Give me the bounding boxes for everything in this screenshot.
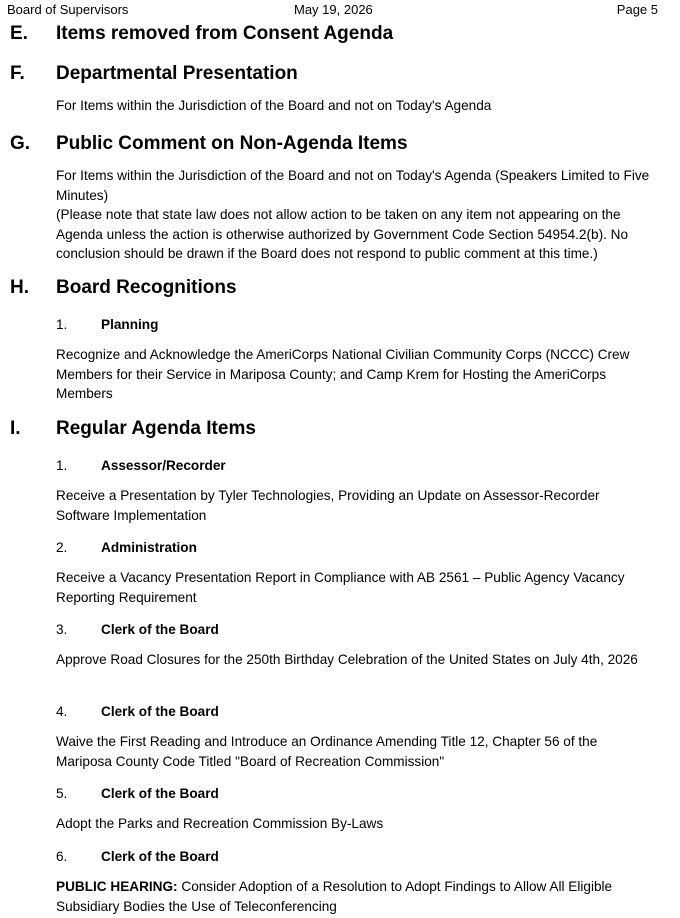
item-number: 2. xyxy=(56,540,68,555)
agenda-item-i6-description: Consider Adoption of a Resolution to Adopt Findings to Allow All Eligible Subsidiary Bodies the Use of Teleconferencing xyxy=(56,879,613,914)
agenda-item-i4-heading xyxy=(56,702,656,722)
section-h-letter: H. xyxy=(10,277,29,298)
section-f xyxy=(0,61,680,113)
agenda-item-i1-text: Receive a Presentation by Tyler Technologies, Providing an Update on Assessor-Recorder Software Implementation xyxy=(56,488,600,523)
item-department: Clerk of the Board xyxy=(101,849,219,864)
item-number: 1. xyxy=(56,458,68,473)
section-h-heading xyxy=(0,275,680,301)
agenda-item-i6-heading xyxy=(56,847,656,867)
section-f-letter: F. xyxy=(10,63,25,84)
page-header xyxy=(0,0,680,20)
item-department: Clerk of the Board xyxy=(101,704,219,719)
item-department: Administration xyxy=(101,540,197,555)
section-e-letter: E. xyxy=(10,23,28,44)
item-number: 5. xyxy=(56,786,68,801)
section-i-letter: I. xyxy=(10,418,21,439)
agenda-item-i1-heading xyxy=(56,456,656,476)
item-number: 1. xyxy=(56,317,68,332)
agenda-item-i5-text: Adopt the Parks and Recreation Commission By-Laws xyxy=(56,816,384,831)
section-h xyxy=(0,275,680,401)
item-department: Planning xyxy=(101,317,159,332)
agenda-item-i3-text: Approve Road Closures for the 250th Birthday Celebration of the United States on July 4th, 2026 xyxy=(56,652,638,667)
item-department: Clerk of the Board xyxy=(101,786,219,801)
section-i-title: Regular Agenda Items xyxy=(56,418,256,439)
agenda-item-i5-heading xyxy=(56,784,656,804)
section-h-title: Board Recognitions xyxy=(56,277,237,298)
public-hearing-label: PUBLIC HEARING: xyxy=(56,879,178,894)
section-g-heading xyxy=(0,131,680,157)
section-g-title: Public Comment on Non-Agenda Items xyxy=(56,133,408,154)
section-g-text-notice: (Please note that state law does not allow action to be taken on any item not appearing on the Agenda unless the action is otherwise authorized by Government Code Section 54954.2(b). No conclusion should be drawn if the Board does not respond to public comment at this time.) xyxy=(56,207,629,261)
section-g xyxy=(0,131,680,261)
agenda-item-h1-heading xyxy=(56,315,656,335)
item-number: 4. xyxy=(56,704,68,719)
item-number: 6. xyxy=(56,849,68,864)
section-e-heading xyxy=(0,21,680,47)
agenda-item-i6-text xyxy=(56,877,656,916)
header-board-name: Board of Supervisors xyxy=(7,2,129,17)
item-department: Clerk of the Board xyxy=(101,622,219,637)
section-f-heading xyxy=(0,61,680,87)
section-i xyxy=(0,416,680,914)
agenda-item-h1-text: Recognize and Acknowledge the AmeriCorps National Civilian Community Corps (NCCC) Crew Members for their Service in Mariposa County; and Camp Krem for Hosting the AmeriCorps Members xyxy=(56,347,630,401)
section-e xyxy=(0,21,680,47)
header-date: May 19, 2026 xyxy=(294,2,373,17)
agenda-item-i4-text: Waive the First Reading and Introduce an Ordinance Amending Title 12, Chapter 56 of the Mariposa County Code Titled "Board of Recreation Commission" xyxy=(56,734,598,769)
section-f-text: For Items within the Jurisdiction of the Board and not on Today's Agenda xyxy=(56,98,492,113)
agenda-item-i3-heading xyxy=(56,620,656,640)
item-number: 3. xyxy=(56,622,68,637)
section-e-title: Items removed from Consent Agenda xyxy=(56,23,394,44)
section-f-title: Departmental Presentation xyxy=(56,63,298,84)
header-page-number: Page 5 xyxy=(616,2,658,17)
section-g-text-limits: For Items within the Jurisdiction of the Board and not on Today's Agenda (Speakers Limited to Five Minutes) xyxy=(56,168,650,203)
section-g-letter: G. xyxy=(10,133,31,154)
agenda-item-i2-text: Receive a Vacancy Presentation Report in Compliance with AB 2561 – Public Agency Vacancy Reporting Requirement xyxy=(56,570,625,605)
item-department: Assessor/Recorder xyxy=(101,458,226,473)
agenda-item-i2-heading xyxy=(56,538,656,558)
section-i-heading xyxy=(0,416,680,442)
